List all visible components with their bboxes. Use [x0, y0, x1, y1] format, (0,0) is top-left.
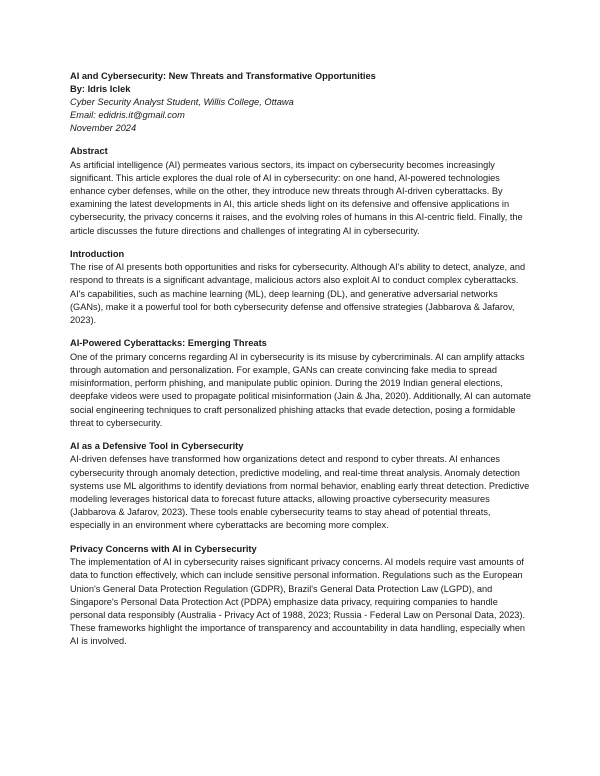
section-body: As artificial intelligence (AI) permeates various sectors, its impact on cybersecurity becomes increasingly significant. This article explores the dual role of AI in cybersecurity: on one hand, AI-powered technologies enhance cyber defenses, while on the other, they introduce new threats through AI-driven cyberattacks. By examining the latest developments in AI, this article sheds light on its defensive and offensive applications in cybersecurity, the privacy concerns it raises, and the evolving roles of humans in this AI-centric field. Finally, the article discusses the future directions and challenges of integrating AI in cybersecurity. — [70, 159, 523, 236]
section-introduction — [70, 248, 532, 328]
author-email: Email: edidris.it@gmail.com — [70, 110, 185, 120]
section-heading: Introduction — [70, 248, 125, 259]
author-byline: By: Idris Iclek — [70, 84, 131, 94]
section-ai-powered-cyberattacks — [70, 337, 532, 430]
author-affiliation: Cyber Security Analyst Student, Willis College, Ottawa — [70, 97, 294, 107]
section-heading: Privacy Concerns with AI in Cybersecurity — [70, 543, 257, 554]
section-abstract — [70, 145, 532, 238]
section-privacy-concerns — [70, 543, 532, 649]
section-body: The implementation of AI in cybersecurity raises significant privacy concerns. AI models require vast amounts of data to function effectively, which can include sensitive personal information. Regulations such as the European Union's General Data Protection Regulation (GDPR), Brazil's General Data Protection Law (LGPD), and Singapore's Personal Data Protection Act (PDPA) emphasize data privacy, requiring companies to handle personal data responsibly (Australia - Privacy Act of 1988, 2023; Russia - Federal Law on Personal Data, 2023). These frameworks highlight the importance of transparency and accountability in data handling, especially when AI is involved. — [70, 557, 526, 647]
publication-date: November 2024 — [70, 123, 137, 133]
section-heading: AI-Powered Cyberattacks: Emerging Threats — [70, 338, 267, 349]
section-body: The rise of AI presents both opportunities and risks for cybersecurity. Although AI's ability to detect, analyze, and respond to threats is a significant advantage, malicious actors also exploit AI to conduct complex cyberattacks. AI's capabilities, such as machine learning (ML), deep learning (DL), and generative adversarial networks (GANs), make it a powerful tool for both cybersecurity defense and offensive strategies (Jabbarova & Jafarov, 2023). — [70, 262, 526, 326]
section-heading: Abstract — [70, 146, 108, 156]
section-body: AI-driven defenses have transformed how organizations detect and respond to cyber threats. AI enhances cybersecurity through anomaly detection, predictive modeling, and real-time threat analysis. Anomaly detection systems use ML algorithms to identify deviations from normal behavior, enabling early threat detection. Predictive modeling leverages historical data to forecast future attacks, allowing proactive cybersecurity measures (Jabbarova & Jafarov, 2023). These tools enable cybersecurity teams to stay ahead of potential threats, especially in an environment where cyberattacks are becoming more complex. — [70, 454, 530, 531]
section-heading: AI as a Defensive Tool in Cybersecurity — [70, 440, 244, 451]
document-page — [70, 70, 532, 649]
section-body: One of the primary concerns regarding AI in cybersecurity is its misuse by cybercriminals. AI can amplify attacks through automation and personalization. For example, GANs can create convincing fake media to spread misinformation, perform phishing, and manipulate public opinion. During the 2019 Indian general elections, deepfake videos were used to propagate political misinformation (Jain & Jha, 2020). Additionally, AI can automate social engineering techniques to craft personalized phishing attacks that evade detection, posing a formidable threat to cybersecurity. — [70, 351, 532, 428]
section-ai-defensive-tool — [70, 440, 532, 533]
document-title: AI and Cybersecurity: New Threats and Transformative Opportunities — [70, 71, 376, 81]
